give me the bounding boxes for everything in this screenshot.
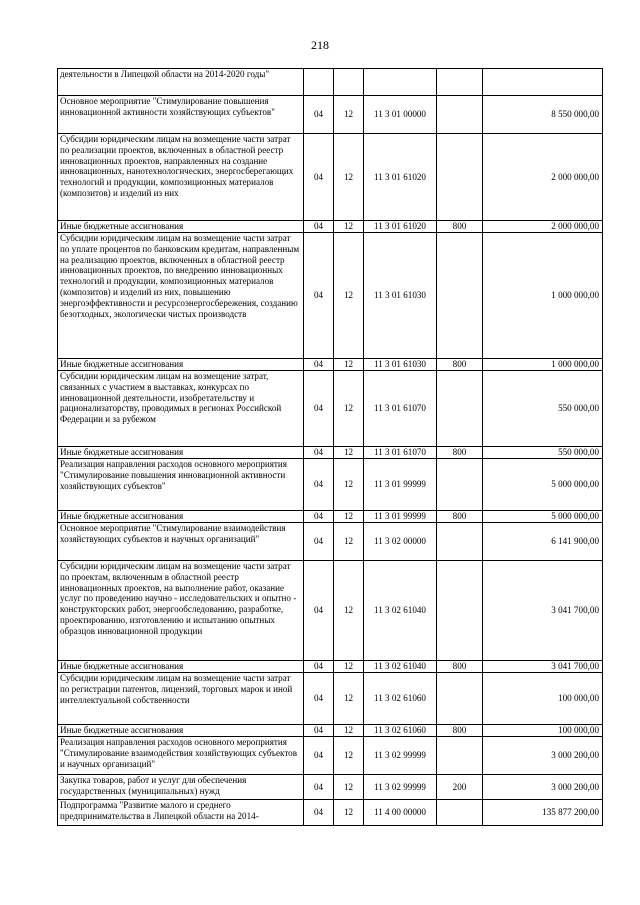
amount-cell: 3 000 200,00: [483, 737, 603, 775]
row-name-cell: Иные бюджетные ассигнования: [58, 725, 304, 737]
amount-cell: 2 000 000,00: [483, 134, 603, 221]
section-code-cell: 04: [304, 737, 334, 775]
table-row: [58, 134, 603, 221]
target-article-cell: 11 3 02 61060: [364, 673, 437, 725]
subsection-code-cell: 12: [334, 661, 364, 673]
row-name-cell: Иные бюджетные ассигнования: [58, 221, 304, 233]
target-article-cell: 11 3 02 61040: [364, 661, 437, 673]
section-code-cell: 04: [304, 134, 334, 221]
amount-cell: [483, 69, 603, 96]
row-name-cell: Субсидии юридическим лицам на возмещение части затрат по проектам, включенным в областной реестр инновационных проектов, на выполнение работ, оказание услуг по проведению научно - исследовательских и опытно - конструкторских работ, энергообследованию, разработке, проектированию, изготовлению и испытанию опытных образцов инновационной продукции: [58, 561, 304, 661]
section-code-cell: 04: [304, 511, 334, 523]
amount-cell: 3 041 700,00: [483, 561, 603, 661]
subsection-code-cell: 12: [334, 459, 364, 511]
row-name-cell: Реализация направления расходов основного мероприятия "Стимулирование повышения инновационной активности хозяйствующих субъектов": [58, 459, 304, 511]
amount-cell: 1 000 000,00: [483, 233, 603, 359]
row-name-cell: Подпрограмма "Развитие малого и среднего предпринимательства в Липецкой области на 2014-: [58, 800, 304, 826]
subsection-code-cell: 12: [334, 359, 364, 371]
subsection-code-cell: 12: [334, 673, 364, 725]
target-article-cell: 11 3 01 99999: [364, 511, 437, 523]
subsection-code-cell: 12: [334, 725, 364, 737]
table-row: [58, 800, 603, 826]
table-row: [58, 737, 603, 775]
budget-table: [57, 68, 603, 826]
amount-cell: 550 000,00: [483, 447, 603, 459]
page-number: 218: [311, 38, 329, 52]
expense-type-cell: 800: [437, 447, 483, 459]
target-article-cell: 11 3 01 61030: [364, 359, 437, 371]
target-article-cell: 11 3 01 00000: [364, 96, 437, 134]
amount-cell: 6 141 900,00: [483, 523, 603, 561]
table-row: [58, 775, 603, 800]
subsection-code-cell: 12: [334, 737, 364, 775]
table-row: [58, 561, 603, 661]
expense-type-cell: 800: [437, 661, 483, 673]
table-row: [58, 359, 603, 371]
row-name-cell: Основное мероприятие "Стимулирование взаимодействия хозяйствующих субъектов и научных организаций": [58, 523, 304, 561]
expense-type-cell: [437, 673, 483, 725]
amount-cell: 3 041 700,00: [483, 661, 603, 673]
target-article-cell: 11 3 02 99999: [364, 775, 437, 800]
expense-type-cell: [437, 96, 483, 134]
row-name-cell: Иные бюджетные ассигнования: [58, 359, 304, 371]
section-code-cell: 04: [304, 523, 334, 561]
section-code-cell: 04: [304, 800, 334, 826]
target-article-cell: [364, 69, 437, 96]
expense-type-cell: [437, 233, 483, 359]
section-code-cell: 04: [304, 371, 334, 447]
subsection-code-cell: 12: [334, 134, 364, 221]
subsection-code-cell: 12: [334, 511, 364, 523]
section-code-cell: [304, 69, 334, 96]
target-article-cell: 11 3 01 61020: [364, 134, 437, 221]
row-name-cell: Субсидии юридическим лицам на возмещение части затрат по реализации проектов, включенных в областной реестр инновационных проектов, направленных на создание инновационных, нанотехнологических, энергосберегающих технологий и продукции, композиционных материалов (композитов) и изделий из них: [58, 134, 304, 221]
table-row: [58, 371, 603, 447]
expense-type-cell: [437, 800, 483, 826]
section-code-cell: 04: [304, 561, 334, 661]
expense-type-cell: [437, 371, 483, 447]
amount-cell: 3 000 200,00: [483, 775, 603, 800]
target-article-cell: 11 3 01 61070: [364, 371, 437, 447]
section-code-cell: 04: [304, 673, 334, 725]
row-name-cell: деятельности в Липецкой области на 2014-2020 годы": [58, 69, 304, 96]
row-name-cell: Основное мероприятие "Стимулирование повышения инновационной активности хозяйствующих субъектов": [58, 96, 304, 134]
table-row: [58, 447, 603, 459]
subsection-code-cell: 12: [334, 221, 364, 233]
section-code-cell: 04: [304, 221, 334, 233]
expense-type-cell: 800: [437, 511, 483, 523]
row-name-cell: Реализация направления расходов основного мероприятия "Стимулирование взаимодействия хозяйствующих субъектов и научных организаций": [58, 737, 304, 775]
table-row: [58, 661, 603, 673]
table-row: [58, 69, 603, 96]
target-article-cell: 11 3 01 61070: [364, 447, 437, 459]
section-code-cell: 04: [304, 459, 334, 511]
target-article-cell: 11 3 01 61020: [364, 221, 437, 233]
budget-table-body: [58, 69, 603, 826]
target-article-cell: 11 3 02 61060: [364, 725, 437, 737]
target-article-cell: 11 3 02 61040: [364, 561, 437, 661]
expense-type-cell: [437, 561, 483, 661]
row-name-cell: Субсидии юридическим лицам на возмещение части затрат по регистрации патентов, лицензий, торговых марок и иной интеллектуальной собственности: [58, 673, 304, 725]
target-article-cell: 11 3 01 61030: [364, 233, 437, 359]
row-name-cell: Субсидии юридическим лицам на возмещение части затрат по уплате процентов по банковским кредитам, направленным на реализацию проектов, включенных в областной реестр инновационных проектов, по внедрению инновационных технологий и продукции, композиционных материалов (композитов) и изделий из них, повышению энергоэффективности и ресурсоэнергосбережения, созданию безотходных, экологически чистых производств: [58, 233, 304, 359]
expense-type-cell: [437, 523, 483, 561]
table-row: [58, 725, 603, 737]
amount-cell: 5 000 000,00: [483, 511, 603, 523]
section-code-cell: 04: [304, 447, 334, 459]
table-row: [58, 233, 603, 359]
expense-type-cell: 200: [437, 775, 483, 800]
amount-cell: 8 550 000,00: [483, 96, 603, 134]
expense-type-cell: [437, 737, 483, 775]
section-code-cell: 04: [304, 233, 334, 359]
subsection-code-cell: 12: [334, 800, 364, 826]
expense-type-cell: 800: [437, 359, 483, 371]
section-code-cell: 04: [304, 775, 334, 800]
amount-cell: 100 000,00: [483, 673, 603, 725]
subsection-code-cell: 12: [334, 775, 364, 800]
table-row: [58, 221, 603, 233]
section-code-cell: 04: [304, 359, 334, 371]
section-code-cell: 04: [304, 725, 334, 737]
amount-cell: 100 000,00: [483, 725, 603, 737]
row-name-cell: Иные бюджетные ассигнования: [58, 661, 304, 673]
target-article-cell: 11 3 01 99999: [364, 459, 437, 511]
target-article-cell: 11 3 02 99999: [364, 737, 437, 775]
section-code-cell: 04: [304, 661, 334, 673]
row-name-cell: Иные бюджетные ассигнования: [58, 511, 304, 523]
target-article-cell: 11 4 00 00000: [364, 800, 437, 826]
expense-type-cell: [437, 134, 483, 221]
section-code-cell: 04: [304, 96, 334, 134]
row-name-cell: Субсидии юридическим лицам на возмещение затрат, связанных с участием в выставках, конкурсах по инновационной деятельности, изобретательству и рационализаторству, проводимых в регионах Российской Федерации и за рубежом: [58, 371, 304, 447]
amount-cell: 1 000 000,00: [483, 359, 603, 371]
table-row: [58, 523, 603, 561]
table-row: [58, 673, 603, 725]
expense-type-cell: [437, 69, 483, 96]
amount-cell: 550 000,00: [483, 371, 603, 447]
amount-cell: 135 877 200,00: [483, 800, 603, 826]
subsection-code-cell: [334, 69, 364, 96]
subsection-code-cell: 12: [334, 371, 364, 447]
target-article-cell: 11 3 02 00000: [364, 523, 437, 561]
row-name-cell: Закупка товаров, работ и услуг для обеспечения государственных (муниципальных) нужд: [58, 775, 304, 800]
subsection-code-cell: 12: [334, 447, 364, 459]
table-row: [58, 96, 603, 134]
table-row: [58, 459, 603, 511]
table-row: [58, 511, 603, 523]
expense-type-cell: [437, 459, 483, 511]
subsection-code-cell: 12: [334, 96, 364, 134]
amount-cell: 2 000 000,00: [483, 221, 603, 233]
row-name-cell: Иные бюджетные ассигнования: [58, 447, 304, 459]
subsection-code-cell: 12: [334, 561, 364, 661]
subsection-code-cell: 12: [334, 523, 364, 561]
expense-type-cell: 800: [437, 221, 483, 233]
subsection-code-cell: 12: [334, 233, 364, 359]
amount-cell: 5 000 000,00: [483, 459, 603, 511]
expense-type-cell: 800: [437, 725, 483, 737]
